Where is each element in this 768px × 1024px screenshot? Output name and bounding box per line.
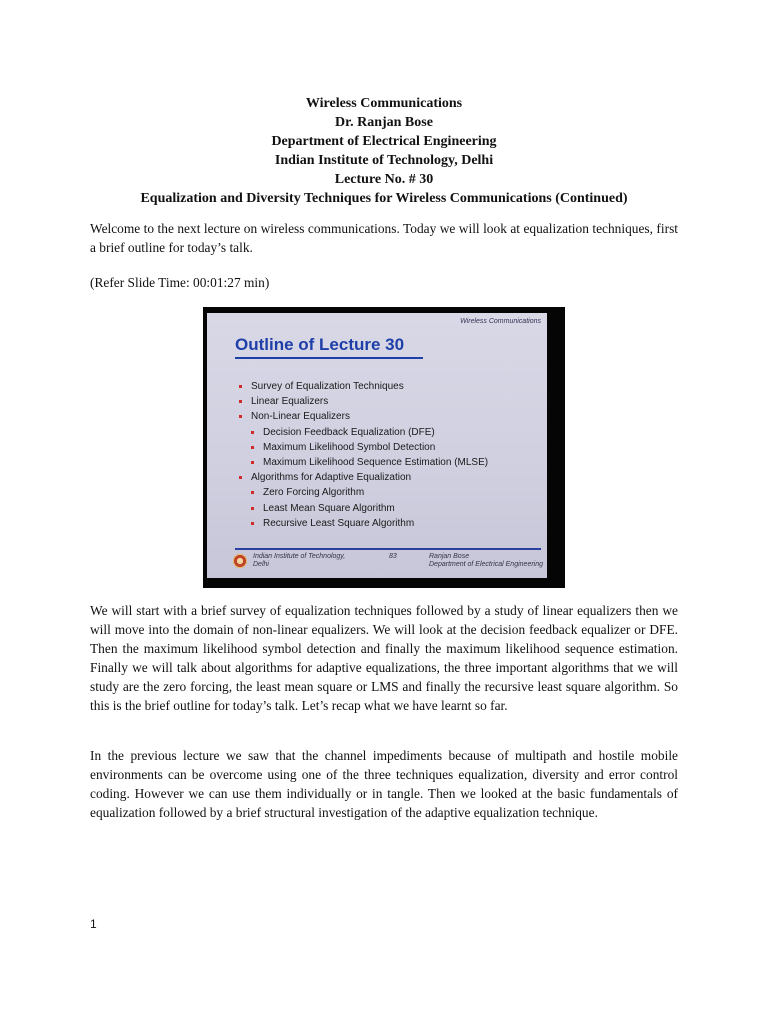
bullet-icon [251,446,254,449]
slide-top-label: Wireless Communications [460,318,541,325]
bullet-icon [239,476,242,479]
slide-footer-author: Ranjan Bose Department of Electrical Engineering [429,553,544,568]
slide-list-item: Algorithms for Adaptive Equalization [239,470,488,485]
slide-list-subitem: Maximum Likelihood Symbol Detection [239,440,488,455]
slide-title: Outline of Lecture 30 [235,335,405,354]
slide-list-item: Non-Linear Equalizers [239,409,488,424]
document-header [60,94,708,208]
slide-image [203,307,565,588]
intro-paragraph: Welcome to the next lecture on wireless communications. Today we will look at equalization techniques, first a brief outline for today’s talk. [90,221,678,255]
bullet-icon [251,491,254,494]
bullet-icon [239,385,242,388]
department-name: Department of Electrical Engineering [271,134,497,149]
slide-footer-divider [235,548,541,550]
slide-list-subitem: Least Mean Square Algorithm [239,501,488,516]
bullet-icon [251,461,254,464]
iit-logo-icon [233,554,247,568]
lecture-number: Lecture No. # 30 [334,172,434,187]
slide-outline-list [239,379,488,531]
slide-title-underline [235,357,423,359]
course-title: Wireless Communications [305,96,463,111]
slide-footer-institute: Indian Institute of Technology, Delhi [253,553,346,568]
bullet-icon [251,522,254,525]
slide-list-subitem: Recursive Least Square Algorithm [239,516,488,531]
bullet-icon [239,415,242,418]
recap-paragraph: In the previous lecture we saw that the channel impediments because of multipath and hostile mobile environments can be overcome using one of the three techniques equalization, diversity and error control coding. However we can use them individually or in tangle. Then we looked at the basic fundamentals of equalization followed by a brief structural investigation of the adaptive equalization technique. [90,748,678,820]
bullet-icon [251,507,254,510]
bullet-icon [251,431,254,434]
institute-name: Indian Institute of Technology, Delhi [274,153,494,168]
slide-list-subitem: Decision Feedback Equalization (DFE) [239,425,488,440]
slide-footer-page: 83 [389,553,397,560]
outline-paragraph: We will start with a brief survey of equalization techniques followed by a study of linear equalizers then we will move into the domain of non-linear equalizers. We will look at the decision feedback equalizer or DFE. Then the maximum likelihood symbol detection and finally the maximum likelihood sequence estimation. Finally we will talk about algorithms for adaptive equalizations, the three important algorithms that we will study are the zero forcing, the least mean square or LMS and finally the recursive least square algorithm. So this is the brief outline for today’s talk. Let’s recap what we have learnt so far. [90,603,678,713]
slide-footer [233,553,543,575]
slide-list-subitem: Maximum Likelihood Sequence Estimation (MLSE) [239,455,488,470]
page-number: 1 [90,917,97,931]
slide-content [207,313,547,578]
slide-list-subitem: Zero Forcing Algorithm [239,485,488,500]
slide-list-item: Linear Equalizers [239,394,488,409]
slide-time-reference: (Refer Slide Time: 00:01:27 min) [90,275,270,290]
author-name: Dr. Ranjan Bose [335,115,433,130]
slide-list-item: Survey of Equalization Techniques [239,379,488,394]
lecture-topic: Equalization and Diversity Techniques for Wireless Communications (Continued) [140,191,628,206]
bullet-icon [239,400,242,403]
